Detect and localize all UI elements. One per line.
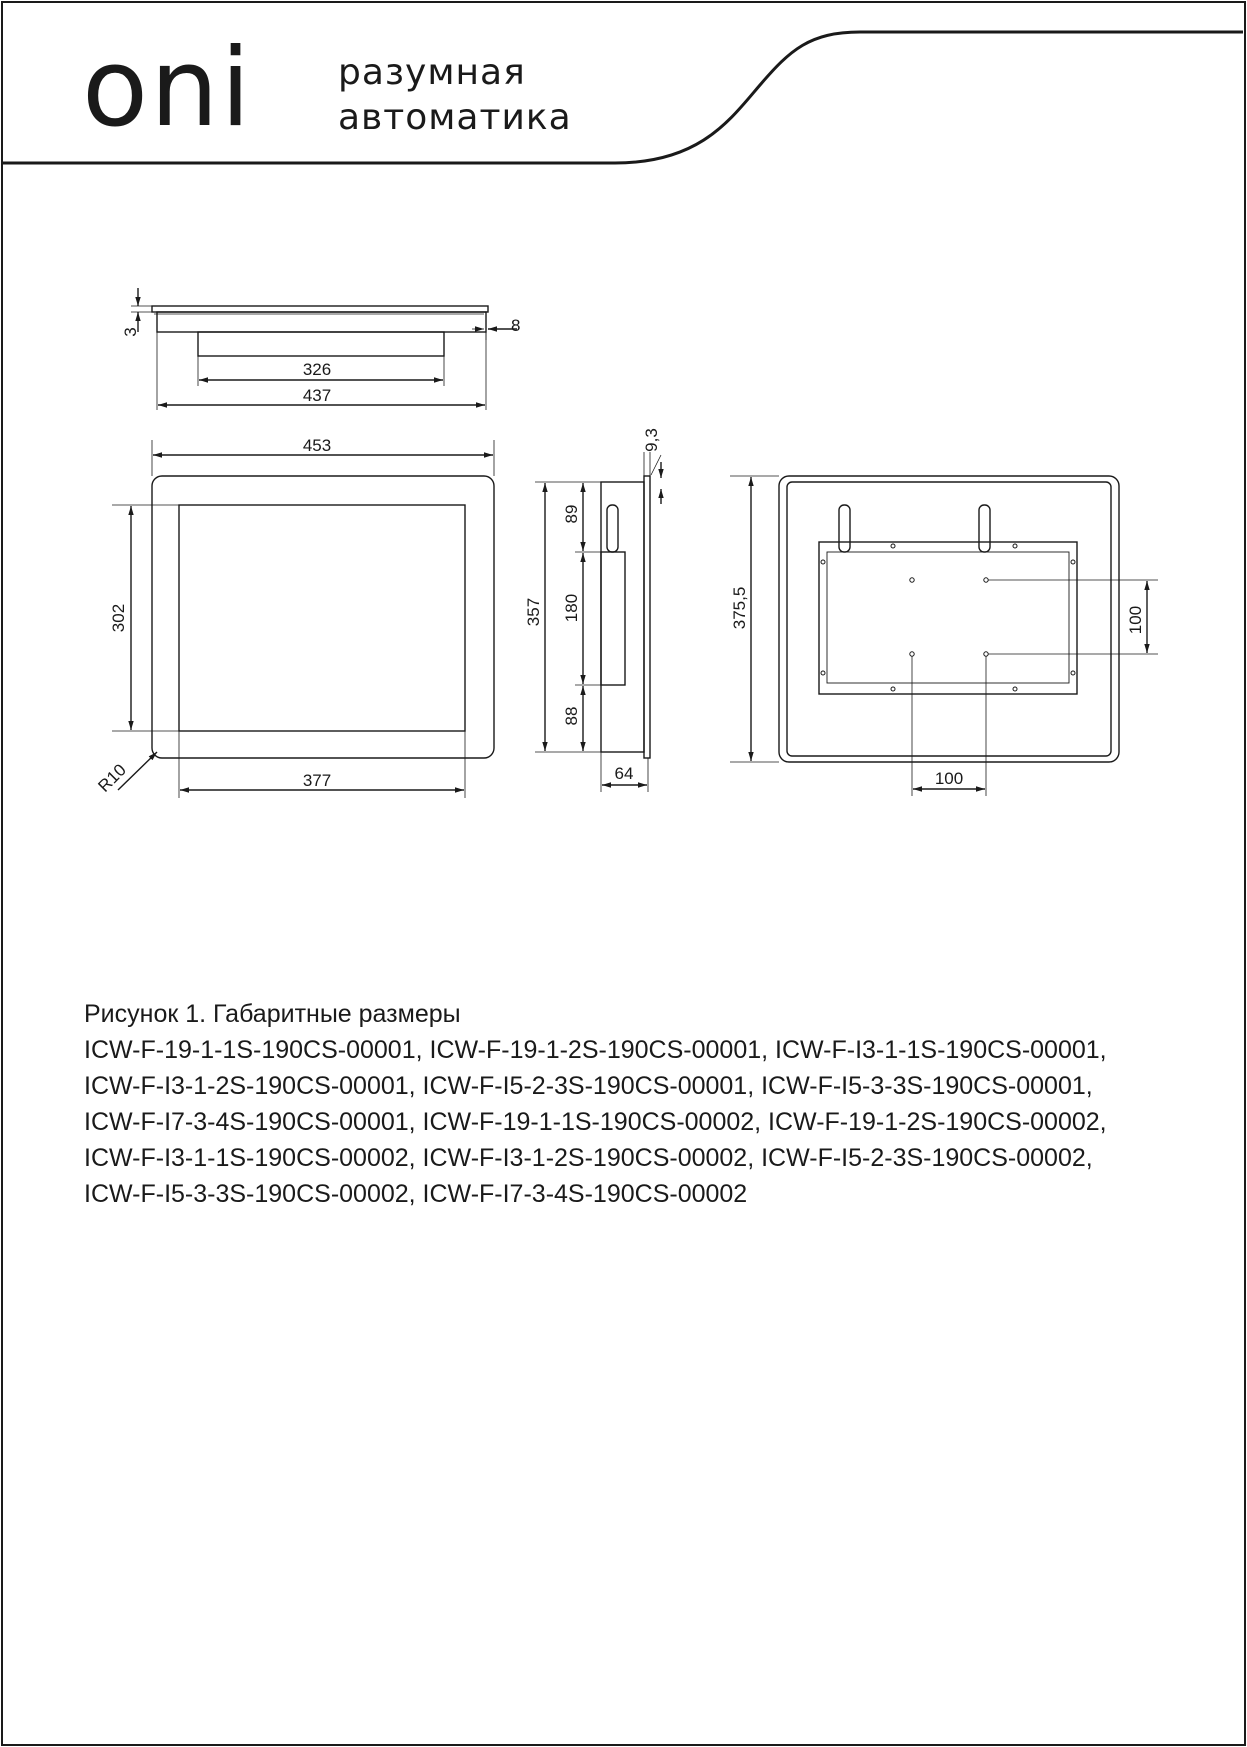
- caption-title: Рисунок 1. Габаритные размеры: [84, 1000, 461, 1028]
- screw: [1071, 560, 1075, 564]
- screw: [1013, 544, 1017, 548]
- dim-label: 453: [302, 436, 332, 455]
- front-view-screen: [179, 505, 465, 731]
- dim-label: 89: [562, 504, 581, 524]
- dimension-labels: [94, 316, 1145, 796]
- screw: [891, 687, 895, 691]
- top-view-box: [198, 332, 444, 356]
- screw: [891, 544, 895, 548]
- model-list-line: ICW-F-I3-1-2S-190CS-00001, ICW-F-I5-2-3S-190CS-00001, ICW-F-I5-3-3S-190CS-00001,: [84, 1072, 1093, 1100]
- tagline-line2: автоматика: [338, 97, 572, 138]
- dim-label: 64: [614, 764, 634, 783]
- screw: [1071, 671, 1075, 675]
- dim-label: R10: [94, 760, 130, 796]
- rear-view-frame: [779, 476, 1119, 762]
- side-view: [535, 452, 661, 792]
- dim-label: 302: [109, 603, 128, 633]
- dim-label: 9,3: [642, 428, 661, 452]
- dim-label: 100: [934, 769, 964, 788]
- tagline-line1: разумная: [338, 52, 526, 93]
- front-view: [112, 440, 494, 798]
- side-view-antenna: [607, 505, 618, 552]
- side-view-lower-block: [601, 552, 625, 685]
- rear-view-holes: [821, 544, 1075, 691]
- model-list-line: ICW-F-19-1-1S-190CS-00001, ICW-F-19-1-2S-190CS-00001, ICW-F-I3-1-1S-190CS-00001,: [84, 1036, 1107, 1064]
- front-view-frame: [152, 476, 494, 758]
- dim-label: 100: [1126, 605, 1145, 635]
- rear-view-back-box: [819, 542, 1077, 694]
- dim-label: 377: [302, 771, 332, 790]
- dim-label: 88: [562, 706, 581, 726]
- dim-label: 326: [302, 360, 332, 379]
- vesa-hole: [910, 578, 914, 582]
- screw: [1013, 687, 1017, 691]
- top-view-body: [157, 312, 486, 332]
- dim-label: 3: [121, 327, 140, 337]
- dim-label: 180: [562, 593, 581, 623]
- dim-label: 375,5: [730, 586, 749, 630]
- dim-label: 8: [511, 316, 521, 335]
- vesa-hole: [984, 578, 988, 582]
- model-list-line: ICW-F-I7-3-4S-190CS-00001, ICW-F-19-1-1S-190CS-00002, ICW-F-19-1-2S-190CS-00002,: [84, 1108, 1107, 1136]
- figure-caption: [84, 996, 1204, 1212]
- vesa-hole: [910, 652, 914, 656]
- rear-view-antenna-left: [839, 505, 850, 552]
- side-view-flange: [644, 476, 650, 758]
- logo-text: oni: [82, 26, 253, 151]
- top-view-flange: [152, 306, 488, 312]
- model-list-line: ICW-F-I3-1-1S-190CS-00002, ICW-F-I3-1-2S-190CS-00002, ICW-F-I5-2-3S-190CS-00002,: [84, 1144, 1093, 1172]
- rear-view-antenna-right: [979, 505, 990, 552]
- oni-logo: [82, 26, 253, 151]
- vesa-hole: [984, 652, 988, 656]
- page-border: [2, 2, 1245, 1745]
- dim-label: 437: [302, 386, 332, 405]
- rear-view: [730, 476, 1158, 796]
- rear-view-inner-frame: [787, 482, 1111, 756]
- model-list-line: ICW-F-I5-3-3S-190CS-00002, ICW-F-I7-3-4S-190CS-00002: [84, 1180, 748, 1208]
- screw: [821, 560, 825, 564]
- dim-label: 357: [524, 597, 543, 627]
- screw: [821, 671, 825, 675]
